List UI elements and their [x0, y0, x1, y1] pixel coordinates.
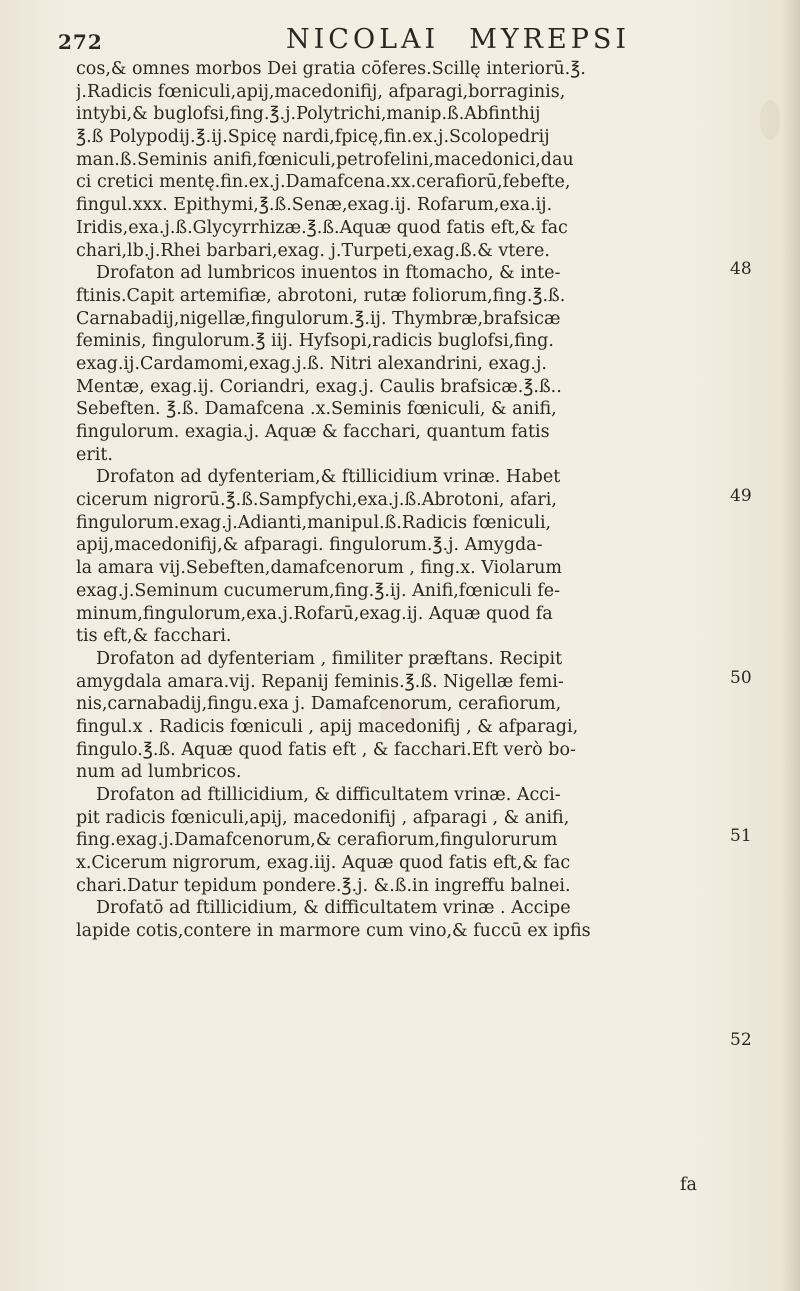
text-line: fingulo.℥.ß. Aquæ quod fatis eft , & facchari.Eft verò bo- — [76, 739, 576, 760]
text-line: ℥.ß Polypodij.℥.ij.Spicę nardi,fpicę,fin.ex.j.Scolopedrij — [76, 127, 550, 148]
text-line: exag.j.Seminum cucumerum,fing.℥.ij. Anifi,fœniculi fe- — [76, 580, 561, 601]
text-line: Mentæ, exag.ij. Coriandri, exag.j. Caulis brafsicæ.℥.ß.. — [76, 376, 562, 397]
text-line: fingul.xxx. Epithymi,℥.ß.Senæ,exag.ij. Rofarum,exa.ij. — [76, 195, 553, 216]
marginal-number: 48 — [730, 259, 752, 279]
text-line: Drofaton ad ftillicidium, & difficultatem vrinæ. Acci- — [96, 785, 561, 805]
text-line: ftinis.Capit artemifiæ, abrotoni, rutæ foliorum,fing.℥.ß. — [76, 285, 566, 306]
text-line: fingulorum. exagia.j. Aquæ & facchari, quantum fatis — [76, 422, 550, 442]
text-line: intybi,& buglofsi,fing.℥.j.Polytrichi,manip.ß.Abfinthij — [76, 104, 541, 125]
text-line: Carnabadij,nigellæ,fingulorum.℥.ij. Thymbræ,brafsicæ — [76, 308, 561, 329]
paper-stain — [760, 100, 780, 140]
text-line: feminis, fingulorum.℥ iij. Hyfsopi,radicis buglofsi,fing. — [76, 331, 554, 352]
body-text — [76, 58, 726, 943]
text-line: minum,fingulorum,exa.j.Rofarū,exag.ij. Aquæ quod fa — [76, 603, 553, 624]
marginal-number: 50 — [730, 668, 752, 688]
text-line: x.Cicerum nigrorum, exag.iij. Aquæ quod fatis eft,& fac — [76, 853, 571, 874]
text-line: Drofaton ad dyfenteriam , fimiliter præftans. Recipit — [96, 648, 563, 669]
page-header — [58, 22, 708, 58]
text-line: fingulorum.exag.j.Adianti,manipul.ß.Radicis fœniculi, — [76, 512, 552, 533]
text-line: man.ß.Seminis anifi,fœniculi,petrofelini,macedonici,dau — [76, 149, 574, 170]
text-line: Drofaton ad lumbricos inuentos in ftomacho, & inte- — [96, 263, 561, 284]
text-line: tis eft,& facchari. — [76, 626, 232, 647]
marginal-number: 52 — [730, 1030, 752, 1050]
text-line: lapide cotis,contere in marmore cum vino,& fuccū ex ipfis — [76, 921, 591, 942]
text-line: exag.ij.Cardamomi,exag.j.ß. Nitri alexandrini, exag.j. — [76, 353, 547, 374]
text-line: Drofatō ad ftillicidium, & difficultatem vrinæ . Accipe — [96, 898, 571, 919]
text-line: Sebeften. ℥.ß. Damafcena .x.Seminis fœniculi, & anifi, — [76, 399, 557, 420]
text-line: j.Radicis fœniculi,apij,macedonifij, afparagi,borraginis, — [76, 81, 566, 102]
text-line: cos,& omnes morbos Dei gratia cōferes.Scillę interiorū.℥. — [76, 59, 586, 79]
text-line: fingul.x . Radicis fœniculi , apij macedonifij , & afparagi, — [76, 716, 579, 737]
text-line: fing.exag.j.Damafcenorum,& cerafiorum,fingulorurum — [76, 830, 558, 851]
marginal-number: 51 — [730, 826, 752, 846]
text-line: apij,macedonifij,& afparagi. fingulorum.℥.j. Amygda- — [76, 535, 543, 556]
page-number: 272 — [58, 30, 103, 54]
text-line: amygdala amara.vij. Repanij feminis.℥.ß. Nigellæ femi- — [76, 671, 564, 692]
text-line: erit. — [76, 444, 113, 465]
text-line: num ad lumbricos. — [76, 762, 242, 783]
text-line: nis,carnabadij,fingu.exa j. Damafcenorum, cerafiorum, — [76, 694, 562, 715]
catchword: fa — [680, 1175, 697, 1195]
text-line: chari,lb.j.Rhei barbari,exag. j.Turpeti,exag.ß.& vtere. — [76, 240, 550, 261]
text-line: Iridis,exa.j.ß.Glycyrrhizæ.℥.ß.Aquæ quod fatis eft,& fac — [76, 217, 568, 238]
running-head-author-second: MYREPSI — [469, 24, 631, 55]
text-line: chari.Datur tepidum pondere.℥.j. &.ß.in ingreffu balnei. — [76, 875, 571, 896]
running-head — [286, 24, 630, 55]
marginal-number: 49 — [730, 486, 752, 506]
running-head-author-first: NICOLAI — [286, 24, 440, 55]
text-line: ci cretici mentę.fin.ex.j.Damafcena.xx.cerafiorū,febefte, — [76, 172, 571, 193]
text-line: cicerum nigrorū.℥.ß.Sampfychi,exa.j.ß.Abrotoni, afari, — [76, 490, 557, 511]
page-edge-shadow — [782, 0, 800, 1291]
text-line: pit radicis fœniculi,apij, macedonifij , afparagi , & anifi, — [76, 807, 570, 828]
text-line: la amara vij.Sebeften,damafcenorum , fing.x. Violarum — [76, 558, 562, 579]
text-line: Drofaton ad dyfenteriam,& ftillicidium vrinæ. Habet — [96, 467, 561, 488]
